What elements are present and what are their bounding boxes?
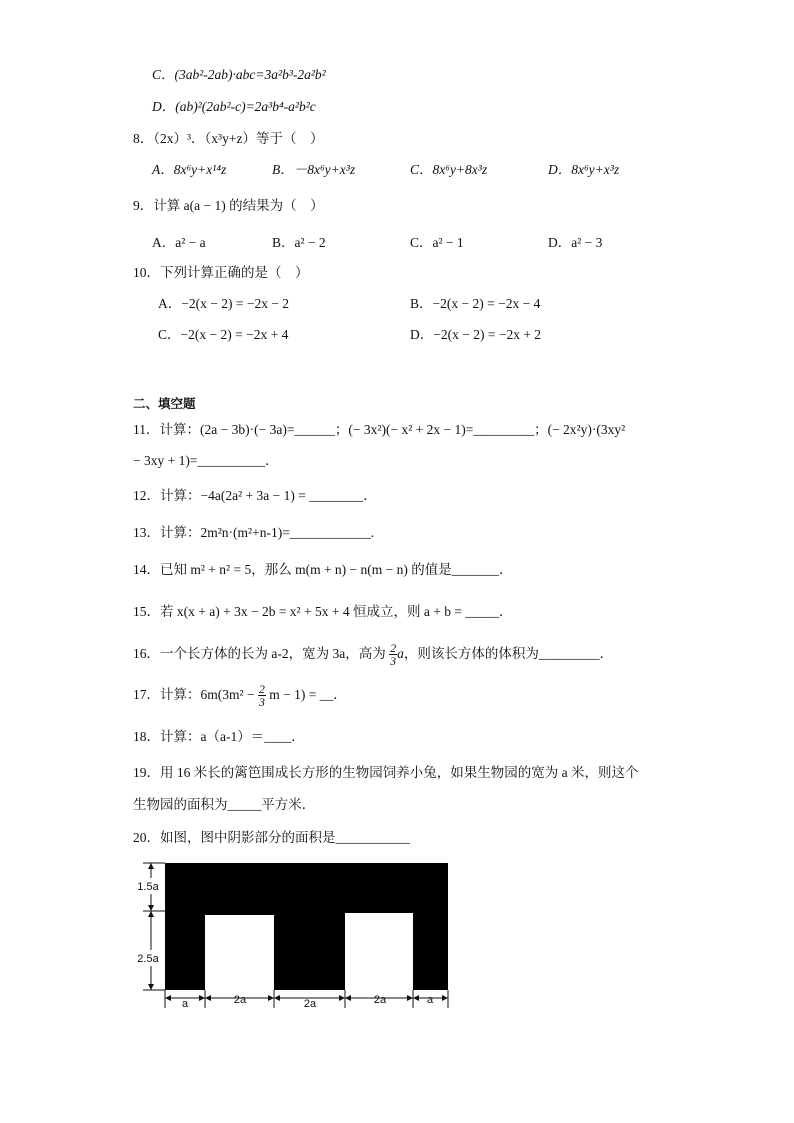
q9-option-a: A．a² − a bbox=[152, 235, 206, 250]
bottom-label-a-right: a bbox=[426, 994, 434, 1006]
q9-option-b: B．a² − 2 bbox=[272, 235, 326, 250]
q10-stem: 10．下列计算正确的是（ ） bbox=[133, 265, 309, 280]
q10-option-c: C．−2(x − 2) = −2x + 4 bbox=[158, 327, 289, 342]
q11-line2: − 3xy + 1)=__________． bbox=[133, 453, 279, 468]
q17 bbox=[133, 679, 347, 711]
q10-option-d: D．−2(x − 2) = −2x + 2 bbox=[410, 327, 542, 342]
q14: 14．已知 m² + n² = 5，那么 m(m + n) − n(m − n) 的值是_______． bbox=[133, 562, 513, 577]
q18: 18．计算：a（a-1）＝____． bbox=[133, 729, 305, 744]
q11-line1: 11．计算：(2a − 3b)·(− 3a)=______；(− 3x²)(− x² + 2x − 1)=_________；(− 2x²y)·(3xy² bbox=[133, 422, 626, 437]
q16-text-after: ，则该长方体的体积为_________． bbox=[403, 646, 614, 661]
bottom-label-2a-1: 2a bbox=[233, 994, 247, 1006]
white-cutout-left bbox=[205, 915, 274, 990]
q16 bbox=[133, 638, 613, 670]
q13: 13．计算：2m²n·(m²+n-1)=____________. bbox=[133, 525, 375, 540]
q17-fraction bbox=[258, 683, 266, 708]
white-cutout-right bbox=[345, 913, 413, 990]
q8-option-a: A．8x⁶y+x¹⁴z bbox=[152, 162, 227, 177]
q15: 15．若 x(x + a) + 3x − 2b = x² + 5x + 4 恒成立，则 a + b = _____． bbox=[133, 604, 513, 619]
q16-fraction bbox=[389, 642, 397, 667]
q12: 12．计算：−4a(2a² + 3a − 1) = ________． bbox=[133, 488, 377, 503]
q19-line1: 19．用 16 米长的篱笆围成长方形的生物园饲养小兔，如果生物园的宽为 a 米，则这个 bbox=[133, 765, 639, 780]
q8-option-b: B．－8x⁶y+x³z bbox=[272, 162, 356, 177]
q8-option-d: D．8x⁶y+x³z bbox=[548, 162, 620, 177]
q16-variable: a bbox=[397, 646, 404, 661]
q17-text-before: 17．计算：6m(3m² − bbox=[133, 687, 255, 702]
q8-option-c: C．8x⁶y+8x³z bbox=[410, 162, 488, 177]
q17-fraction-numerator: 2 bbox=[258, 682, 265, 697]
q16-text-before: 16．一个长方体的长为 a-2，宽为 3a，高为 bbox=[133, 646, 386, 661]
q17-text-after: m − 1) = __． bbox=[269, 687, 347, 702]
label-2-5a: 2.5a bbox=[137, 953, 159, 965]
q20: 20．如图，图中阴影部分的面积是___________ bbox=[133, 830, 410, 845]
q19-line2: 生物园的面积为_____平方米． bbox=[133, 797, 316, 812]
q7-option-d: D．(ab)²(2ab²-c)=2a³b⁴-a²b²c bbox=[152, 99, 316, 114]
section-heading-fill-in: 二、填空题 bbox=[133, 397, 196, 411]
q9-option-d: D．a² − 3 bbox=[548, 235, 603, 250]
q16-fraction-numerator: 2 bbox=[390, 641, 397, 656]
q7-option-c: C．(3ab²-2ab)·abc=3a²b³-2a²b² bbox=[152, 67, 326, 82]
bottom-label-a-left: a bbox=[181, 998, 189, 1010]
q10-option-a: A．−2(x − 2) = −2x − 2 bbox=[158, 296, 290, 311]
q10-option-b: B．−2(x − 2) = −2x − 4 bbox=[410, 296, 541, 311]
q9-option-c: C．a² − 1 bbox=[410, 235, 464, 250]
q20-shaded-area-figure bbox=[128, 858, 458, 1018]
q8-stem: 8．（2x）³．（x³y+z）等于（ ） bbox=[133, 131, 324, 146]
q16-fraction-denominator: 3 bbox=[390, 654, 397, 669]
q17-fraction-denominator: 3 bbox=[258, 695, 265, 710]
label-1-5a: 1.5a bbox=[137, 881, 159, 893]
q9-stem: 9．计算 a(a − 1) 的结果为（ ） bbox=[133, 198, 324, 213]
bottom-label-2a-2: 2a bbox=[303, 998, 317, 1010]
bottom-label-2a-3: 2a bbox=[373, 994, 387, 1006]
